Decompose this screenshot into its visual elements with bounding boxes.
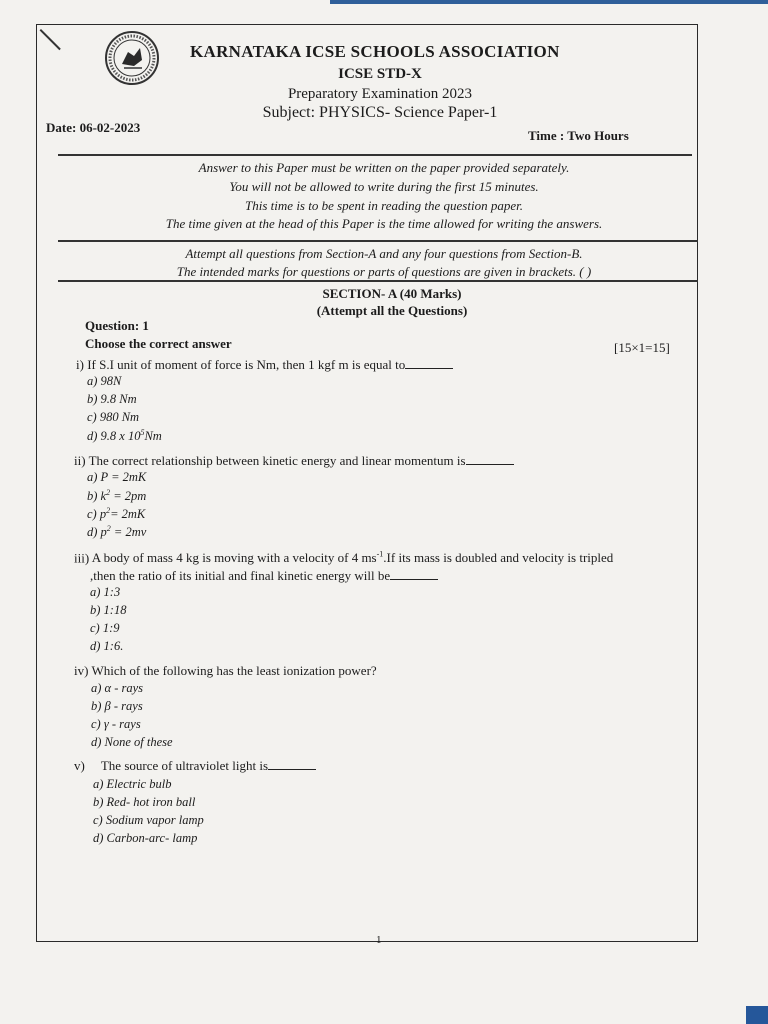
answer-option: b) β - rays [91, 699, 143, 713]
answer-option: c) Sodium vapor lamp [93, 813, 204, 827]
answer-blank [390, 569, 438, 580]
question-item [74, 550, 613, 566]
exam-title: Preparatory Examination 2023 [287, 86, 473, 102]
question-item [74, 663, 377, 679]
answer-option: b) 9.8 Nm [87, 392, 137, 406]
answer-option: c) $p^2= 2mK$ [87, 506, 146, 522]
answer-option: b) Red- hot iron ball [93, 795, 196, 809]
class-title: ICSE STD-X [338, 66, 422, 82]
answer-option: a) 1:3 [90, 585, 121, 599]
answer-option: d) 1:6. [90, 639, 124, 653]
question-heading: Question: 1 [85, 318, 149, 333]
instruction-line: This time is to be spent in reading the question paper. [245, 198, 523, 213]
question-text: Which of the following has the least ionization power? [91, 663, 377, 678]
answer-option: a) Electric bulb [93, 777, 172, 791]
question-number: v) [74, 758, 85, 773]
answer-option: a) α - rays [91, 681, 144, 695]
instruction-line: Answer to this Paper must be written on the paper provided separately. [198, 160, 570, 175]
section-title: SECTION- A (40 Marks) [322, 286, 462, 301]
page-number: 1 [376, 934, 382, 946]
question-text: The source of ultraviolet light is [100, 758, 269, 773]
answer-option: b) $k^2 = 2pm$ [87, 488, 147, 504]
question-instruction: Choose the correct answer [85, 336, 232, 351]
answer-option: d) $p^2 = 2mv$ [87, 524, 147, 540]
attempt-instruction: The intended marks for questions or parts of questions are given in brackets. ( ) [176, 264, 592, 279]
question-marks: [15×1=15] [614, 340, 670, 355]
question-text-continued: ,then the ratio of its initial and final kinetic energy will be [90, 568, 438, 584]
question-number: i) [76, 357, 84, 372]
answer-option: c) 980 Nm [87, 410, 140, 424]
answer-option: d) 9.8 x $10^5Nm$ [87, 428, 162, 444]
divider [58, 240, 698, 242]
question-number: iv) [74, 663, 89, 678]
question-text: If S.I unit of moment of force is Nm, then 1 kgf m is equal to [87, 357, 406, 372]
attempt-instruction: Attempt all questions from Section-A and any four questions from Section-B. [185, 246, 583, 261]
instruction-line: You will not be allowed to write during the first 15 minutes. [229, 179, 539, 194]
answer-option: b) 1:18 [90, 603, 127, 617]
question-number: ii) [74, 453, 86, 468]
answer-option: a) 98N [87, 374, 122, 388]
corner-tick-mark [41, 29, 63, 51]
exam-date: Date: 06-02-2023 [46, 120, 141, 135]
section-subtitle: (Attempt all the Questions) [316, 303, 468, 318]
answer-option: d) None of these [91, 735, 173, 749]
corner-strip [746, 1006, 768, 1024]
divider [58, 154, 692, 156]
divider [58, 280, 698, 282]
answer-option: c) 1:9 [90, 621, 120, 635]
subject-title: Subject: PHYSICS- Science Paper-1 [262, 104, 498, 121]
association-title: KARNATAKA ICSE SCHOOLS ASSOCIATION [190, 42, 560, 61]
question-text: The correct relationship between kinetic energy and linear momentum is [88, 453, 466, 468]
answer-blank [405, 358, 453, 369]
answer-option: d) Carbon-arc- lamp [93, 831, 198, 845]
question-item [74, 758, 316, 774]
instruction-line: The time given at the head of this Paper is the time allowed for writing the answers. [165, 216, 603, 231]
answer-blank [466, 454, 514, 465]
question-item [74, 453, 514, 469]
answer-blank [268, 759, 316, 770]
question-number: iii) [74, 550, 90, 566]
answer-option: c) γ - rays [91, 717, 141, 731]
question-text: A body of mass 4 kg is moving with a velocity of 4 $ms^{-1}.If$ its mass is doubled and velocity is tripled [91, 550, 614, 566]
question-item [76, 357, 453, 373]
top-edge-strip [330, 0, 768, 4]
association-seal-logo [104, 30, 160, 86]
exam-duration: Time : Two Hours [528, 128, 629, 143]
answer-option: a) P = 2mK [87, 470, 147, 484]
